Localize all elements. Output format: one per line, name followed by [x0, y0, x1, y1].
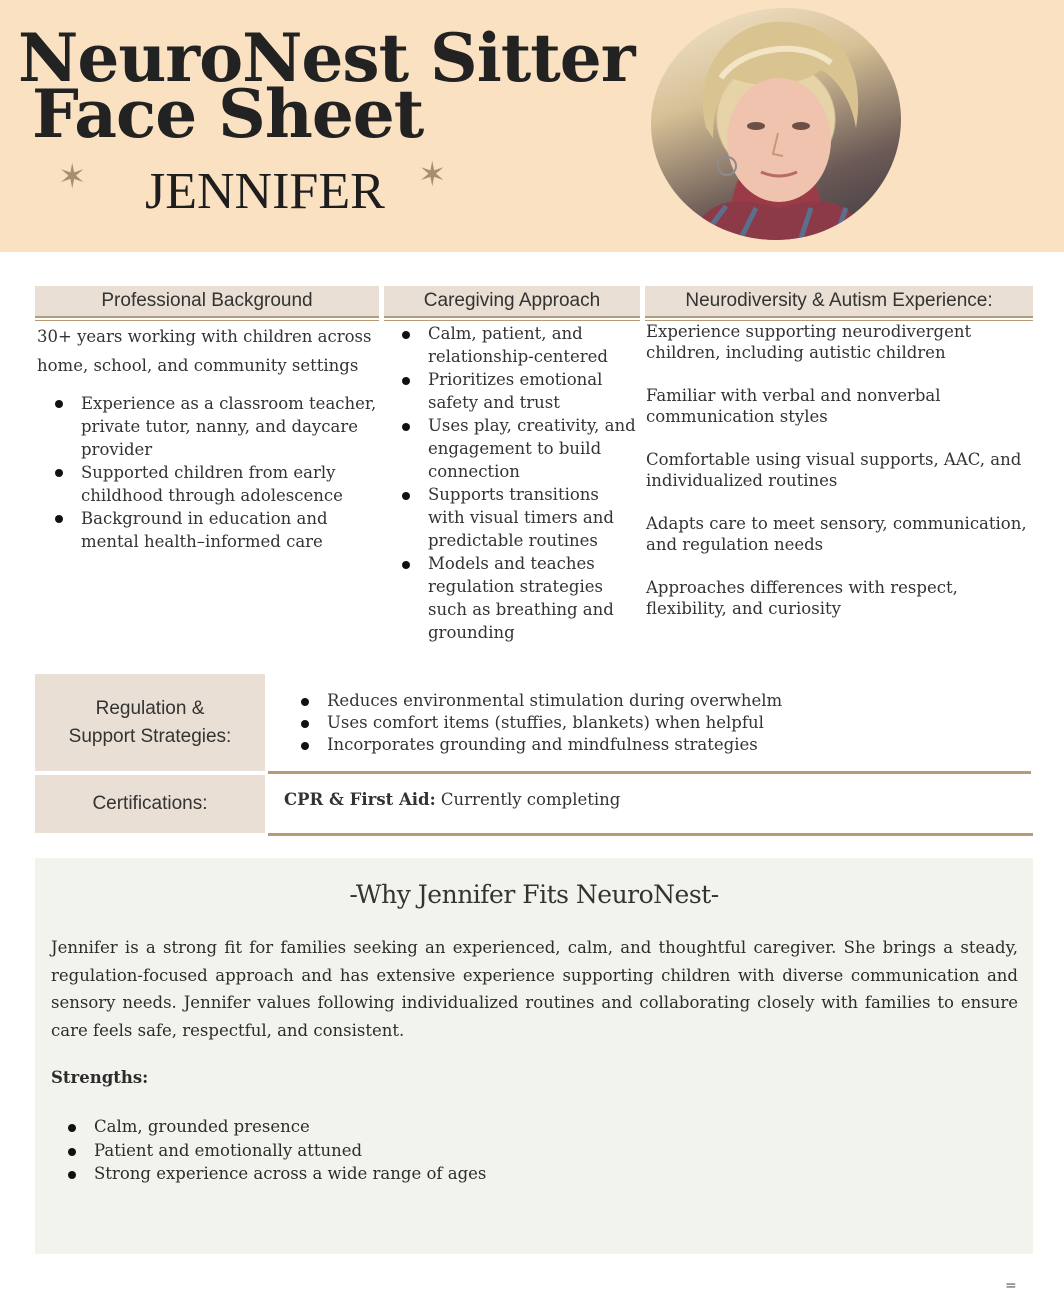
neurodiversity-item: Comfortable using visual supports, AAC, and individualized routines — [646, 450, 1022, 490]
certification-name: CPR & First Aid: — [284, 790, 436, 809]
neurodiversity-heading: Neurodiversity & Autism Experience: — [645, 286, 1033, 316]
page-title — [18, 19, 635, 153]
divider — [35, 316, 379, 318]
strengths-list — [65, 1115, 486, 1186]
list-item: Background in education and mental health–informed care — [37, 507, 379, 553]
caregiving-approach-list — [398, 322, 638, 644]
list-item: Experience as a classroom teacher, private tutor, nanny, and daycare provider — [37, 392, 379, 461]
divider — [35, 320, 379, 321]
list-item: Supported children from early childhood through adolescence — [37, 461, 379, 507]
neurodiversity-section — [646, 321, 1031, 641]
why-fits-section — [35, 858, 1033, 1254]
divider — [645, 316, 1033, 318]
certification-status: Currently completing — [435, 790, 621, 809]
title-line-1: NeuroNest Sitter — [18, 19, 635, 97]
column-gap — [380, 288, 382, 318]
portrait-illustration — [651, 8, 901, 240]
list-item: Calm, grounded presence — [65, 1115, 486, 1139]
neurodiversity-item: Adapts care to meet sensory, communication, and regulation needs — [646, 514, 1027, 554]
list-item: Patient and emotionally attuned — [65, 1139, 486, 1163]
portrait-photo — [651, 8, 901, 240]
neurodiversity-item: Experience supporting neurodivergent children, including autistic children — [646, 322, 972, 362]
list-item: Models and teaches regulation strategies such as breathing and grounding — [398, 552, 638, 644]
caregiving-approach-section — [398, 322, 638, 644]
divider — [268, 771, 1031, 774]
list-item: Uses play, creativity, and engagement to build connection — [398, 414, 638, 483]
divider — [268, 833, 1033, 836]
divider — [384, 316, 640, 318]
list-item: Uses comfort items (stuffies, blankets) when helpful — [300, 712, 1030, 734]
neurodiversity-item: Familiar with verbal and nonverbal communication styles — [646, 386, 941, 426]
strengths-heading: Strengths: — [51, 1068, 149, 1087]
caregiving-approach-heading: Caregiving Approach — [384, 286, 640, 316]
sparkle-icon: ✶ — [58, 157, 87, 197]
divider — [384, 320, 640, 321]
list-item: Strong experience across a wide range of ages — [65, 1162, 486, 1186]
certifications-label: Certifications: — [35, 775, 265, 833]
sitter-name: JENNIFER — [145, 163, 385, 220]
why-fits-title: -Why Jennifer Fits NeuroNest- — [349, 880, 719, 909]
regulation-list — [300, 690, 1030, 756]
professional-background-heading: Professional Background — [35, 286, 379, 316]
list-item: Prioritizes emotional safety and trust — [398, 368, 638, 414]
sparkle-icon: ✶ — [418, 155, 447, 195]
professional-background-lead: 30+ years working with children across home, school, and community settings — [37, 327, 372, 375]
list-item: Supports transitions with visual timers and predictable routines — [398, 483, 638, 552]
regulation-label-line-1: Regulation & — [95, 697, 205, 719]
regulation-label-line-2: Support Strategies: — [68, 725, 232, 747]
why-fits-paragraph: Jennifer is a strong fit for families seeking an experienced, calm, and thoughtful caregiver. She brings a steady, regulation-focused approach and has extensive experience supporting children with diverse communication and sensory needs. Jennifer values following individualized routines and collaborating closely with families to ensure care feels safe, respectful, and consistent. — [51, 938, 1018, 1040]
list-item: Incorporates grounding and mindfulness strategies — [300, 734, 1030, 756]
regulation-label — [35, 674, 265, 771]
header-banner — [0, 0, 1064, 252]
list-item: Reduces environmental stimulation during overwhelm — [300, 690, 1030, 712]
footer-mark: = — [1005, 1278, 1017, 1294]
certification-item — [284, 790, 620, 809]
list-item: Calm, patient, and relationship-centered — [398, 322, 638, 368]
title-line-2: Face Sheet — [32, 75, 424, 153]
professional-background-list — [37, 392, 379, 553]
neurodiversity-item: Approaches differences with respect, flexibility, and curiosity — [646, 578, 958, 618]
professional-background-section — [37, 322, 379, 553]
